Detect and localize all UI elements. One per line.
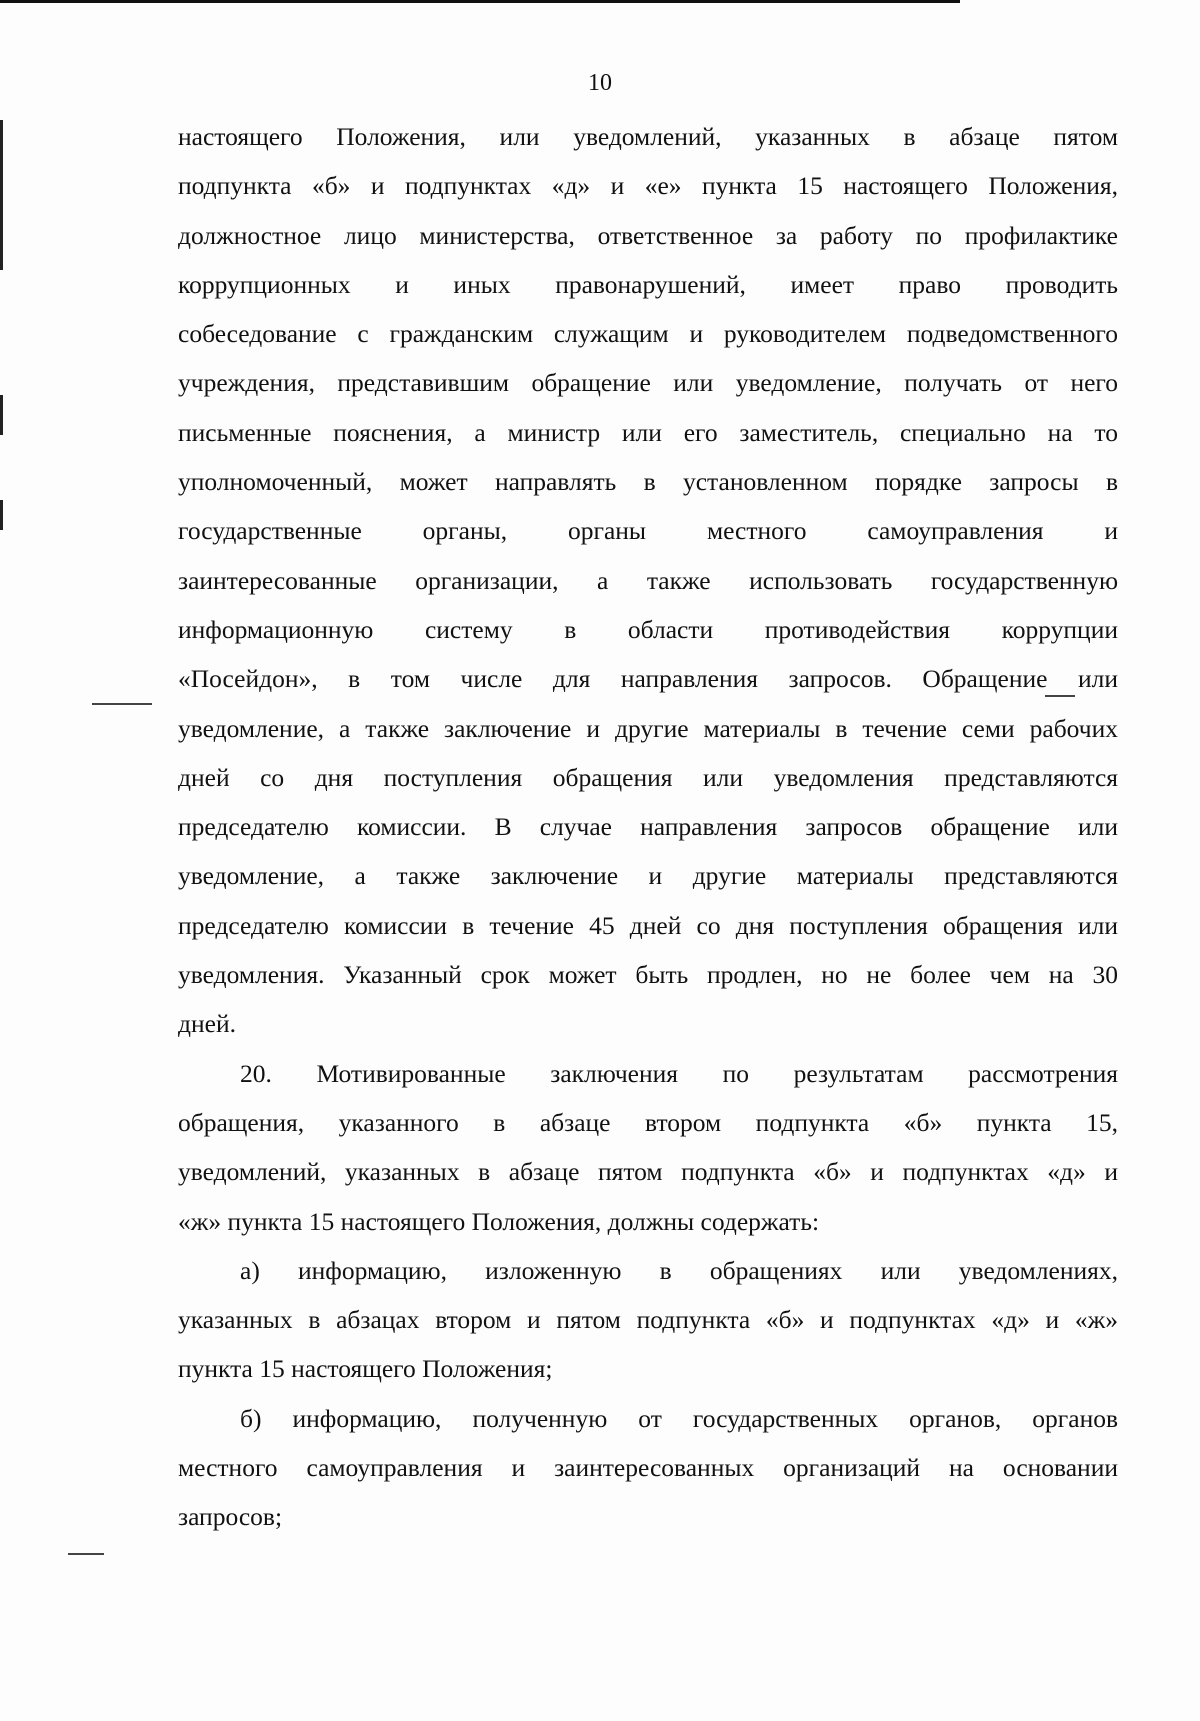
text-line: собеседование с гражданским служащим и руководителем подведомственного [178, 319, 1118, 349]
text-line: подпункта «б» и подпунктах «д» и «е» пункта 15 настоящего Положения, [178, 171, 1118, 201]
text-line: запросов; [178, 1502, 283, 1532]
scan-left-margin-mark [0, 395, 3, 435]
text-line: «ж» пункта 15 настоящего Положения, должны содержать: [178, 1206, 820, 1236]
text-line: уполномоченный, может направлять в установленном порядке запросы в [178, 467, 1118, 497]
text-line: должностное лицо министерства, ответственное за работу по профилактике [178, 220, 1118, 250]
text-line: заинтересованные организации, а также использовать государственную [178, 565, 1118, 595]
text-line: указанных в абзацах втором и пятом подпункта «б» и подпунктах «д» и «ж» [178, 1305, 1118, 1335]
text-line: 20. Мотивированные заключения по результатам рассмотрения [240, 1058, 1118, 1088]
text-line: пункта 15 настоящего Положения; [178, 1354, 553, 1384]
text-line: дней. [178, 1009, 236, 1039]
text-line: дней со дня поступления обращения или уведомления представляются [178, 762, 1118, 792]
text-line: местного самоуправления и заинтересованных организаций на основании [178, 1453, 1118, 1483]
scan-top-edge [0, 0, 960, 3]
document-body [178, 112, 1118, 1542]
text-line: «Посейдон», в том числе для направления запросов. Обращение или [178, 664, 1118, 694]
text-line: коррупционных и иных правонарушений, имеет право проводить [178, 269, 1118, 299]
text-line: уведомления. Указанный срок может быть продлен, но не более чем на 30 [178, 960, 1118, 990]
text-line: обращения, указанного в абзаце втором подпункта «б» пункта 15, [178, 1107, 1118, 1137]
text-line: государственные органы, органы местного самоуправления и [178, 516, 1118, 546]
text-line: учреждения, представившим обращение или уведомление, получать от него [178, 368, 1118, 398]
page-number: 10 [588, 70, 612, 96]
text-line: уведомлений, указанных в абзаце пятом подпункта «б» и подпунктах «д» и [178, 1157, 1118, 1187]
text-line: уведомление, а также заключение и другие материалы в течение семи рабочих [178, 713, 1118, 743]
scan-left-margin-mark [0, 120, 3, 270]
text-line: б) информацию, полученную от государственных органов, органов [240, 1403, 1118, 1433]
text-line: председателю комиссии в течение 45 дней со дня поступления обращения или [178, 910, 1118, 940]
text-line: уведомление, а также заключение и другие материалы представляются [178, 861, 1118, 891]
text-line: письменные пояснения, а министр или его заместитель, специально на то [178, 417, 1118, 447]
text-line: настоящего Положения, или уведомлений, указанных в абзаце пятом [178, 122, 1118, 151]
text-line: информационную систему в области противодействия коррупции [178, 614, 1118, 644]
text-line: председателю комиссии. В случае направления запросов обращение или [178, 812, 1118, 842]
scan-artifact [68, 1553, 104, 1555]
text-line: а) информацию, изложенную в обращениях или уведомлениях, [240, 1255, 1118, 1285]
scan-left-margin-mark [0, 500, 3, 530]
scan-artifact [92, 703, 152, 705]
